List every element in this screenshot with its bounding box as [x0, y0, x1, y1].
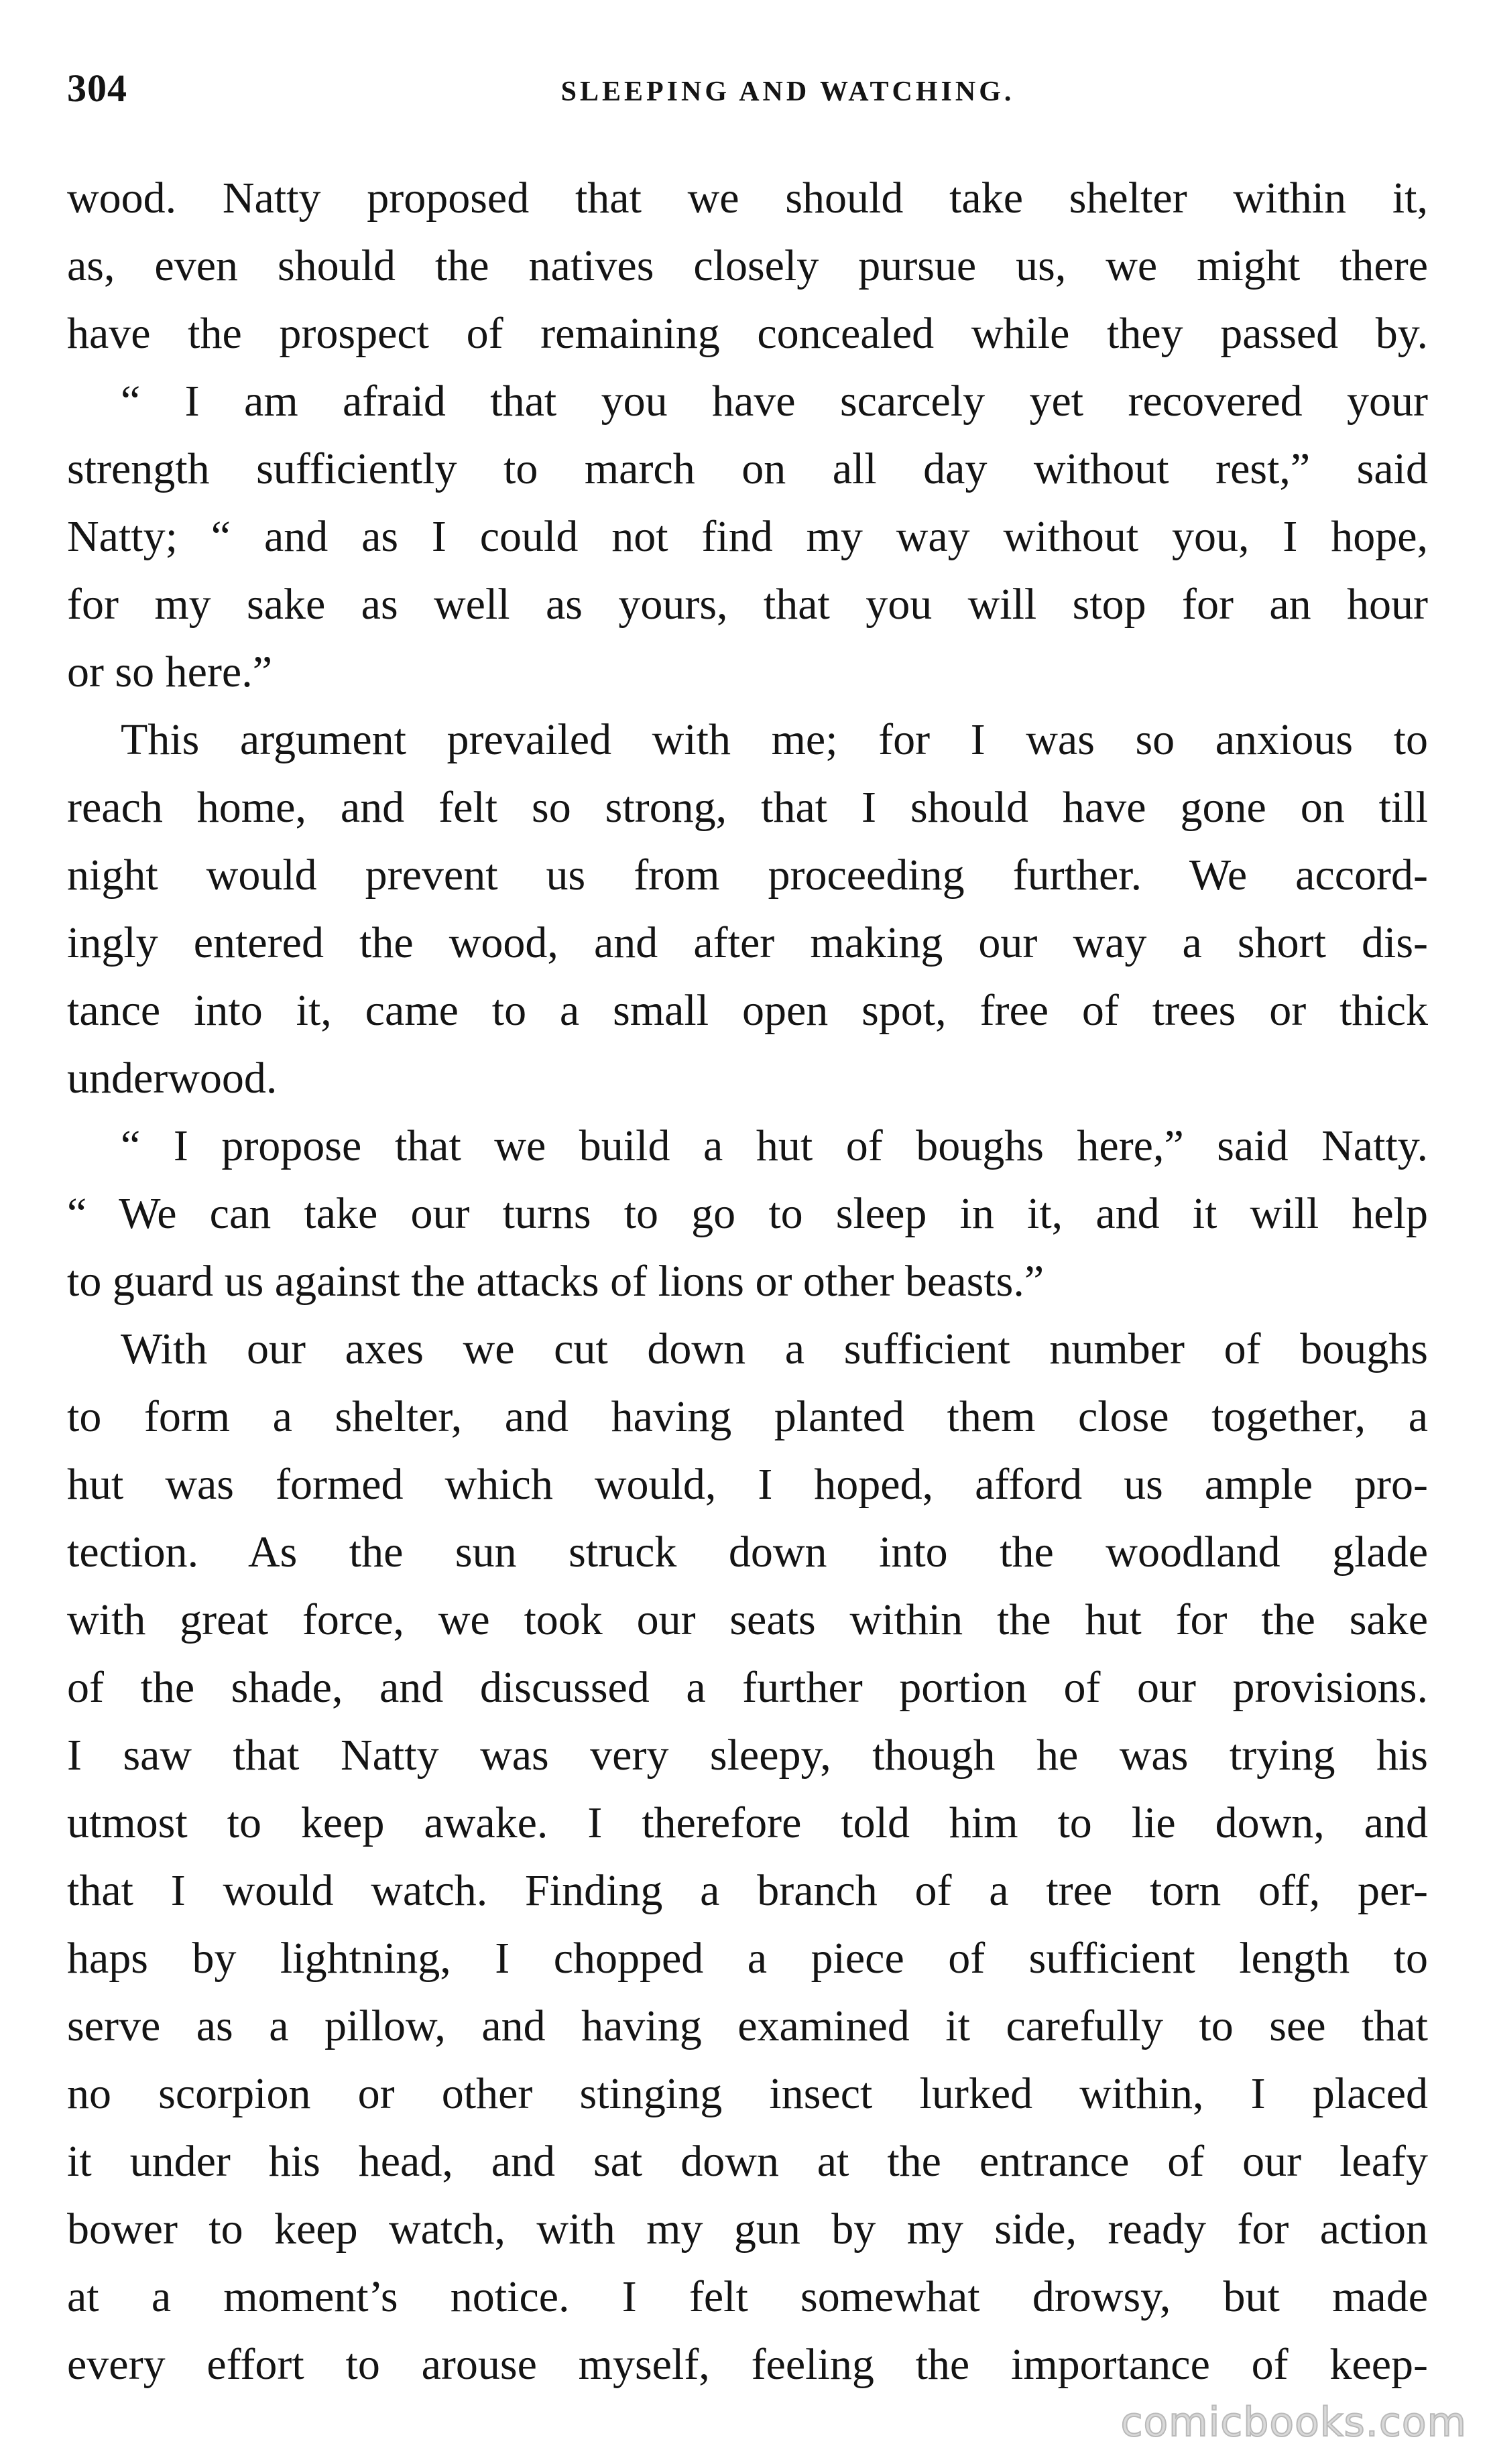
text-line: hut was formed which would, I hoped, afford us ample pro-: [67, 1460, 1428, 1509]
text-line: With our axes we cut down a sufficient number of boughs: [121, 1325, 1428, 1373]
text-line: reach home, and felt so strong, that I should have gone on till: [67, 783, 1428, 832]
text-line: with great force, we took our seats within the hut for the sake: [67, 1595, 1428, 1644]
text-line: as, even should the natives closely pursue us, we might there: [67, 241, 1428, 290]
text-line: tection. As the sun struck down into the woodland glade: [67, 1528, 1428, 1577]
text-line: to guard us against the attacks of lions or other beasts.”: [67, 1257, 1045, 1306]
text-line: I saw that Natty was very sleepy, though he was trying his: [67, 1731, 1428, 1780]
text-line: tance into it, came to a small open spot, free of trees or thick: [67, 986, 1428, 1035]
text-line: utmost to keep awake. I therefore told him to lie down, and: [67, 1798, 1428, 1847]
text-line: to form a shelter, and having planted them close together, a: [67, 1392, 1428, 1441]
text-line: for my sake as well as yours, that you will stop for an hour: [67, 580, 1428, 629]
text-line: underwood.: [67, 1054, 278, 1103]
page-header: [67, 62, 1428, 122]
text-line: that I would watch. Finding a branch of a tree torn off, per-: [67, 1866, 1428, 1915]
text-line: “ I am afraid that you have scarcely yet recovered your: [121, 377, 1428, 426]
text-line: of the shade, and discussed a further portion of our provisions.: [67, 1663, 1428, 1712]
text-line: This argument prevailed with me; for I was so anxious to: [121, 715, 1428, 764]
text-line: Natty; “ and as I could not find my way without you, I hope,: [67, 512, 1428, 561]
text-line: at a moment’s notice. I felt somewhat drowsy, but made: [67, 2272, 1428, 2321]
text-line: it under his head, and sat down at the entrance of our leafy: [67, 2137, 1428, 2186]
text-line: haps by lightning, I chopped a piece of sufficient length to: [67, 1934, 1428, 1983]
text-line: every effort to arouse myself, feeling the importance of keep-: [67, 2340, 1428, 2389]
text-line: wood. Natty proposed that we should take shelter within it,: [67, 174, 1428, 223]
text-line: strength sufficiently to march on all day without rest,” said: [67, 444, 1428, 493]
body-text: [67, 164, 1428, 2398]
running-head: SLEEPING AND WATCHING.: [560, 76, 1015, 107]
page-number: 304: [67, 66, 127, 110]
text-line: ingly entered the wood, and after making our way a short dis-: [67, 918, 1428, 967]
text-line: “ I propose that we build a hut of boughs here,” said Natty.: [121, 1121, 1428, 1170]
text-line: have the prospect of remaining concealed while they passed by.: [67, 309, 1428, 358]
text-line: or so here.”: [67, 648, 273, 696]
watermark: comicbooks.com: [1120, 2399, 1467, 2446]
text-line: no scorpion or other stinging insect lurked within, I placed: [67, 2069, 1428, 2118]
text-line: night would prevent us from proceeding further. We accord-: [67, 851, 1428, 900]
text-line: bower to keep watch, with my gun by my side, ready for action: [67, 2205, 1428, 2254]
text-line: serve as a pillow, and having examined it carefully to see that: [67, 2001, 1428, 2050]
text-line: “ We can take our turns to go to sleep in it, and it will help: [67, 1189, 1428, 1238]
